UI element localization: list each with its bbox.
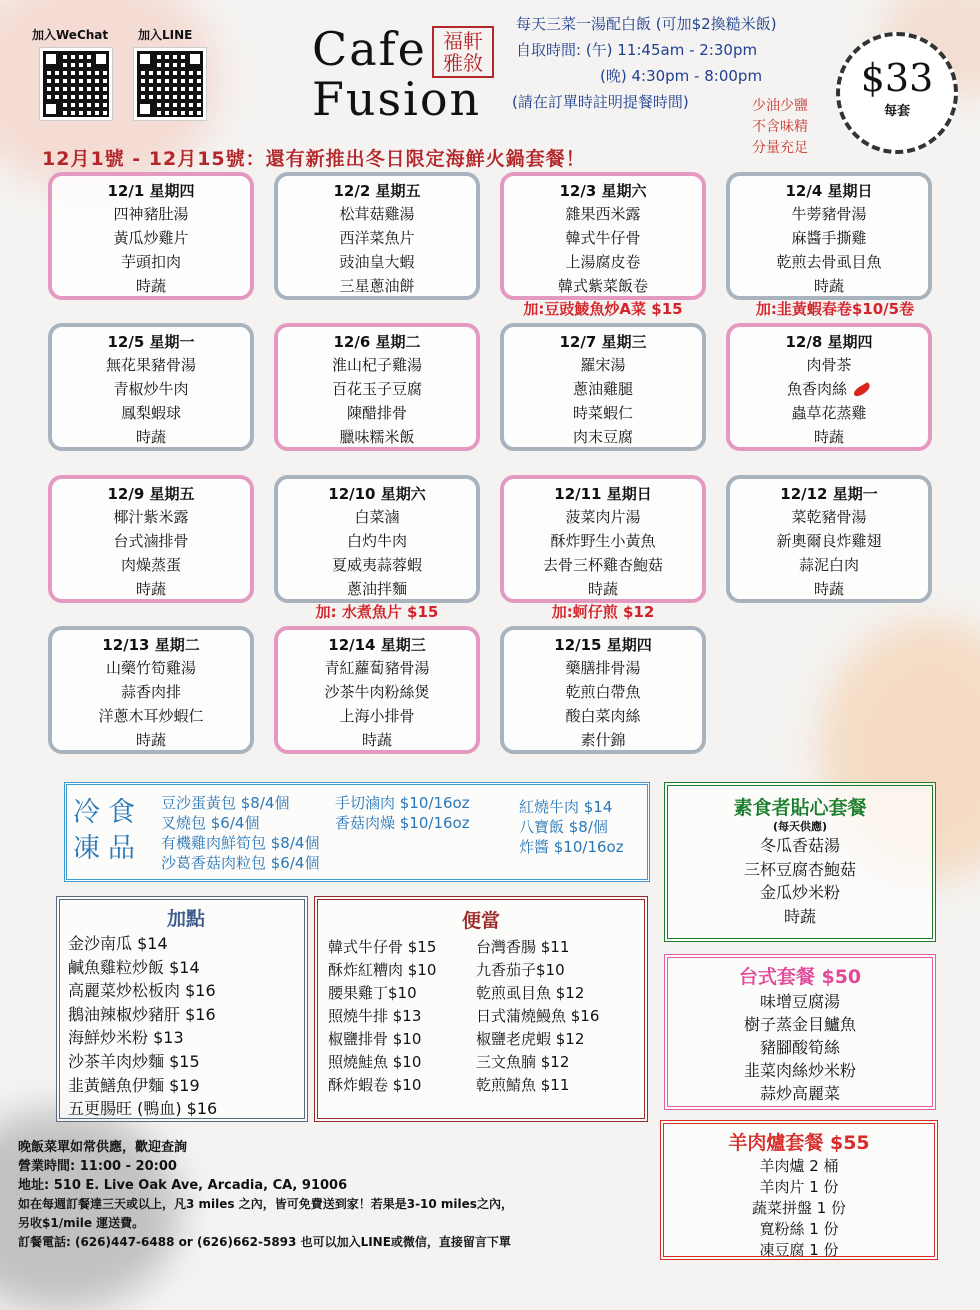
vegetarian-title: 素食者貼心套餐 [733, 797, 867, 819]
promo-banner: 12月1號 - 12月15號：還有新推出冬日限定海鮮火鍋套餐！ [42, 148, 586, 170]
day-title: 12/6 星期二 [333, 333, 421, 351]
add-item: 沙茶羊肉炒麵 $15 [68, 1051, 200, 1071]
day-dish: 夏威夷蒜蓉蝦 [331, 556, 422, 574]
taiwan-set [664, 954, 936, 1110]
day-dish: 菜乾豬骨湯 [791, 508, 867, 526]
day-title: 12/9 星期五 [107, 485, 195, 503]
day-card [274, 172, 480, 300]
day-dish: 松茸菇雞湯 [339, 205, 415, 223]
day-card [726, 475, 932, 603]
day-dish: 山藥竹筍雞湯 [105, 659, 196, 677]
day-dish: 牛蒡豬骨湯 [791, 205, 867, 223]
add-items-title: 加點 [166, 908, 205, 930]
day-dish: 蔥油雞腿 [572, 380, 633, 398]
lamb-set-item: 羊肉片 1 份 [759, 1178, 839, 1196]
day-dish: 蒜泥白肉 [798, 556, 859, 574]
bento-item: 照燒牛排 $13 [328, 1007, 422, 1025]
day-dish: 無花果豬骨湯 [105, 356, 196, 374]
note-2: 不含味精 [752, 119, 808, 135]
day-addon: 加:蚵仔煎 $12 [551, 603, 655, 621]
info-line-3: (晚) 4:30pm - 8:00pm [600, 67, 763, 85]
day-title: 12/5 星期一 [107, 333, 195, 351]
taiwan-set-item: 樹子蒸金目鱸魚 [743, 1015, 856, 1034]
lamb-set-item: 寬粉絲 1 份 [759, 1220, 839, 1238]
day-title: 12/10 星期六 [328, 485, 426, 503]
bento-item: 韓式牛仔骨 $15 [328, 938, 437, 956]
day-card [48, 475, 254, 603]
footer-info [18, 1138, 648, 1252]
logo-cafe: Cafe [312, 22, 427, 76]
add-item: 鹹魚雞粒炒飯 $14 [68, 957, 200, 977]
day-dish: 雜果西米露 [565, 205, 641, 223]
frozen-item: 八寶飯 $8/個 [519, 818, 608, 836]
day-dish: 椰汁紫米露 [113, 508, 189, 526]
day-dish: 時蔬 [813, 580, 844, 598]
day-dish: 藥膳排骨湯 [565, 659, 641, 677]
add-items-section [56, 896, 308, 1122]
vegetarian-item: 時蔬 [783, 906, 816, 926]
day-card [500, 475, 706, 603]
bento-item: 照燒鮭魚 $10 [328, 1053, 422, 1071]
day-dish: 百花玉子豆腐 [331, 380, 422, 398]
bento-item: 日式蒲燒鰻魚 $16 [476, 1007, 600, 1025]
health-notes [740, 96, 820, 159]
price-badge [836, 32, 958, 154]
day-dish: 芋頭扣肉 [120, 253, 181, 271]
taiwan-set-title: 台式套餐 $50 [738, 966, 862, 988]
day-dish: 酸白菜肉絲 [565, 707, 641, 725]
day-dish: 臘味糯米飯 [339, 428, 415, 446]
taiwan-set-item: 味增豆腐湯 [759, 992, 840, 1011]
frozen-item: 紅燒牛肉 $14 [519, 798, 613, 816]
bento-col-2 [476, 936, 599, 1097]
day-title: 12/7 星期三 [559, 333, 647, 351]
bento-item: 酥炸紅糟肉 $10 [328, 961, 437, 979]
frozen-item: 豆沙蛋黃包 $8/4個 [161, 794, 290, 812]
footer-hours: 營業時間: 11:00 - 20:00 [18, 1159, 177, 1174]
frozen-item: 叉燒包 $6/4個 [161, 814, 260, 832]
line-label: 加入LINE [138, 28, 193, 42]
day-dish: 蟲草花蒸雞 [791, 404, 867, 422]
day-dish: 上湯腐皮卷 [565, 253, 641, 271]
day-dish: 時蔬 [587, 580, 618, 598]
logo-fusion: Fusion [312, 72, 482, 126]
day-title: 12/2 星期五 [333, 182, 421, 200]
day-dish: 肉燥蒸蛋 [120, 556, 181, 574]
day-dish: 上海小排骨 [339, 707, 415, 725]
day-card [726, 323, 932, 451]
day-dish: 蒜香肉排 [120, 683, 181, 701]
vegetarian-set [664, 782, 936, 942]
day-dish: 豉油皇大蝦 [339, 253, 415, 271]
vegetarian-item: 金瓜炒米粉 [759, 883, 840, 903]
day-dish: 韓式牛仔骨 [565, 229, 641, 247]
day-addon: 加:豆豉鯪魚炒A菜 $15 [523, 300, 683, 318]
day-dish: 時蔬 [813, 428, 844, 446]
day-dish: 青椒炒牛肉 [113, 380, 189, 398]
taiwan-set-item: 韭菜肉絲炒米粉 [743, 1061, 856, 1080]
line-qr-code[interactable] [134, 48, 206, 120]
wechat-label: 加入WeChat [32, 28, 109, 42]
frozen-item: 炸醬 $10/16oz [519, 838, 624, 856]
day-card [726, 172, 932, 300]
add-item: 韭黃鱔魚伊麵 $19 [68, 1075, 200, 1095]
vegetarian-item: 三杯豆腐杏鮑菇 [743, 859, 856, 879]
day-dish: 白灼牛肉 [346, 532, 407, 550]
day-dish: 沙茶牛肉粉絲煲 [324, 683, 430, 701]
footer-delivery: 如在每週訂餐達三天或以上，凡3 miles 之內，皆可免費送到家！若果是3-10 miles之內， [18, 1197, 513, 1211]
day-dish: 鳳梨蝦球 [120, 404, 181, 422]
footer-delivery-fee: 另收$1/mile 運送費。 [18, 1216, 145, 1230]
price-unit: 每套 [883, 104, 910, 119]
day-dish: 台式滷排骨 [113, 532, 189, 550]
frozen-col-3 [519, 797, 624, 857]
lamb-set-item: 蔬菜拼盤 1 份 [751, 1199, 847, 1217]
day-addon: 加:韭黃蝦春卷$10/5卷 [755, 300, 915, 318]
day-card [48, 172, 254, 300]
day-dish: 時蔬 [361, 731, 392, 749]
day-dish: 肉末豆腐 [572, 428, 633, 446]
bento-item: 椒鹽排骨 $10 [328, 1030, 422, 1048]
day-dish: 酥炸野生小黃魚 [550, 532, 656, 550]
info-line-1: 每天三菜一湯配白飯 (可加$2換糙米飯) [516, 15, 777, 33]
frozen-section [64, 782, 650, 882]
day-title: 12/13 星期二 [102, 636, 200, 654]
day-dish: 時蔬 [813, 277, 844, 295]
lamb-set-title: 羊肉爐套餐 $55 [728, 1132, 870, 1154]
day-dish: 白菜滷 [354, 508, 400, 526]
lamb-set-item: 羊肉爐 2 桶 [759, 1157, 839, 1175]
day-dish: 青紅蘿蔔豬骨湯 [324, 659, 430, 677]
day-dish: 淮山杞子雞湯 [331, 356, 422, 374]
day-dish: 洋蔥木耳炒蝦仁 [98, 707, 204, 725]
frozen-col-1 [161, 793, 319, 873]
note-1: 少油少鹽 [752, 98, 808, 114]
chili-pepper-icon [852, 382, 872, 398]
day-dish: 肉骨茶 [806, 356, 852, 374]
day-dish: 時菜蝦仁 [572, 404, 633, 422]
frozen-title-char: 品 [108, 833, 143, 864]
bento-item: 乾煎虱目魚 $12 [476, 984, 585, 1002]
day-title: 12/3 星期六 [559, 182, 647, 200]
day-card [500, 172, 706, 300]
day-dish: 四神豬肚湯 [113, 205, 189, 223]
frozen-item: 沙葛香菇肉粒包 $6/4個 [161, 854, 320, 872]
day-title: 12/1 星期四 [107, 182, 195, 200]
bento-item: 腰果雞丁$10 [328, 984, 417, 1002]
day-card [500, 626, 706, 754]
bento-section [314, 896, 648, 1122]
bento-item: 九香茄子$10 [476, 961, 565, 979]
day-dish: 時蔬 [135, 580, 166, 598]
bento-col-1 [328, 936, 436, 1097]
day-card [274, 475, 480, 603]
day-dish: 去骨三杯雞杏鮑菇 [542, 556, 663, 574]
footer-phone: 訂餐電話: (626)447-6488 or (626)662-5893 也可以加入LINE或微信，直接留言下單 [18, 1235, 511, 1249]
add-item: 高麗菜炒松板肉 $16 [68, 981, 216, 1001]
frozen-item: 手切滷肉 $10/16oz [335, 794, 470, 812]
day-dish: 西洋菜魚片 [339, 229, 415, 247]
day-dish: 時蔬 [135, 731, 166, 749]
bento-item: 三文魚腩 $12 [476, 1053, 570, 1071]
bento-item: 乾煎鯖魚 $11 [476, 1076, 570, 1094]
day-dish: 乾煎白帶魚 [565, 683, 641, 701]
day-card [500, 323, 706, 451]
day-dish: 羅宋湯 [580, 356, 626, 374]
day-dish: 素什錦 [580, 731, 626, 749]
frozen-title-char: 冷 [73, 797, 108, 828]
day-title: 12/14 星期三 [328, 636, 426, 654]
vegetarian-subtitle: (每天供應) [772, 820, 828, 833]
price-value: $33 [860, 56, 934, 100]
footer-address: 地址: 510 E. Live Oak Ave, Arcadia, CA, 91006 [18, 1178, 348, 1193]
day-card [48, 626, 254, 754]
day-dish: 陳醋排骨 [346, 404, 407, 422]
day-dish [730, 377, 928, 401]
frozen-col-2 [335, 793, 470, 833]
add-item: 鵝油辣椒炒豬肝 $16 [68, 1004, 216, 1024]
day-dish: 菠菜肉片湯 [565, 508, 641, 526]
day-dish: 三星蔥油餅 [339, 277, 415, 295]
wechat-qr-code[interactable] [40, 48, 112, 120]
add-item: 海鮮炒米粉 $13 [68, 1028, 184, 1048]
lamb-set [660, 1120, 938, 1260]
day-dish: 時蔬 [135, 428, 166, 446]
day-title: 12/11 星期日 [554, 485, 652, 503]
info-line-2: 自取時間: (午) 11:45am - 2:30pm [516, 41, 758, 59]
day-card [274, 323, 480, 451]
footer-line: 晚飯菜單如常供應，歡迎查詢 [18, 1140, 188, 1155]
day-title: 12/8 星期四 [785, 333, 873, 351]
frozen-title-char: 凍 [73, 833, 108, 864]
add-item: 金沙南瓜 $14 [68, 934, 168, 953]
vegetarian-item: 冬瓜香菇湯 [759, 836, 840, 855]
frozen-title [73, 795, 163, 867]
bento-title: 便當 [461, 910, 500, 932]
taiwan-set-item: 蒜炒高麗菜 [759, 1084, 840, 1103]
day-dish: 韓式紫菜飯卷 [557, 277, 648, 295]
bento-item: 台灣香腸 $11 [476, 938, 570, 956]
logo-seal: 福軒雅敘 [432, 26, 494, 78]
day-title: 12/4 星期日 [785, 182, 873, 200]
day-dish: 乾煎去骨虱目魚 [776, 253, 882, 271]
taiwan-set-item: 豬腳酸筍絲 [759, 1038, 840, 1057]
day-addon: 加: 水煮魚片 $15 [315, 603, 439, 621]
info-line-4: (請在訂單時註明提餐時間) [512, 93, 689, 111]
bento-item: 椒鹽老虎蝦 $12 [476, 1030, 585, 1048]
day-card [48, 323, 254, 451]
lamb-set-item: 凍豆腐 1 份 [759, 1241, 839, 1259]
frozen-title-char: 食 [108, 797, 143, 828]
note-3: 分量充足 [752, 140, 808, 156]
day-title: 12/12 星期一 [780, 485, 878, 503]
day-dish: 蔥油拌麵 [346, 580, 407, 598]
day-dish: 麻醬手撕雞 [791, 229, 867, 247]
day-dish: 新奧爾良炸雞翅 [776, 532, 882, 550]
day-dish: 黃瓜炒雞片 [113, 229, 189, 247]
frozen-item: 有機雞肉鮮筍包 $8/4個 [161, 834, 320, 852]
add-item: 五更腸旺 (鴨血) $16 [68, 1099, 218, 1119]
day-card [274, 626, 480, 754]
day-dish-text: 魚香肉絲 [786, 380, 847, 398]
frozen-item: 香菇肉燥 $10/16oz [335, 814, 470, 832]
day-title: 12/15 星期四 [554, 636, 652, 654]
bento-item: 酥炸蝦卷 $10 [328, 1076, 422, 1094]
day-dish: 時蔬 [135, 277, 166, 295]
